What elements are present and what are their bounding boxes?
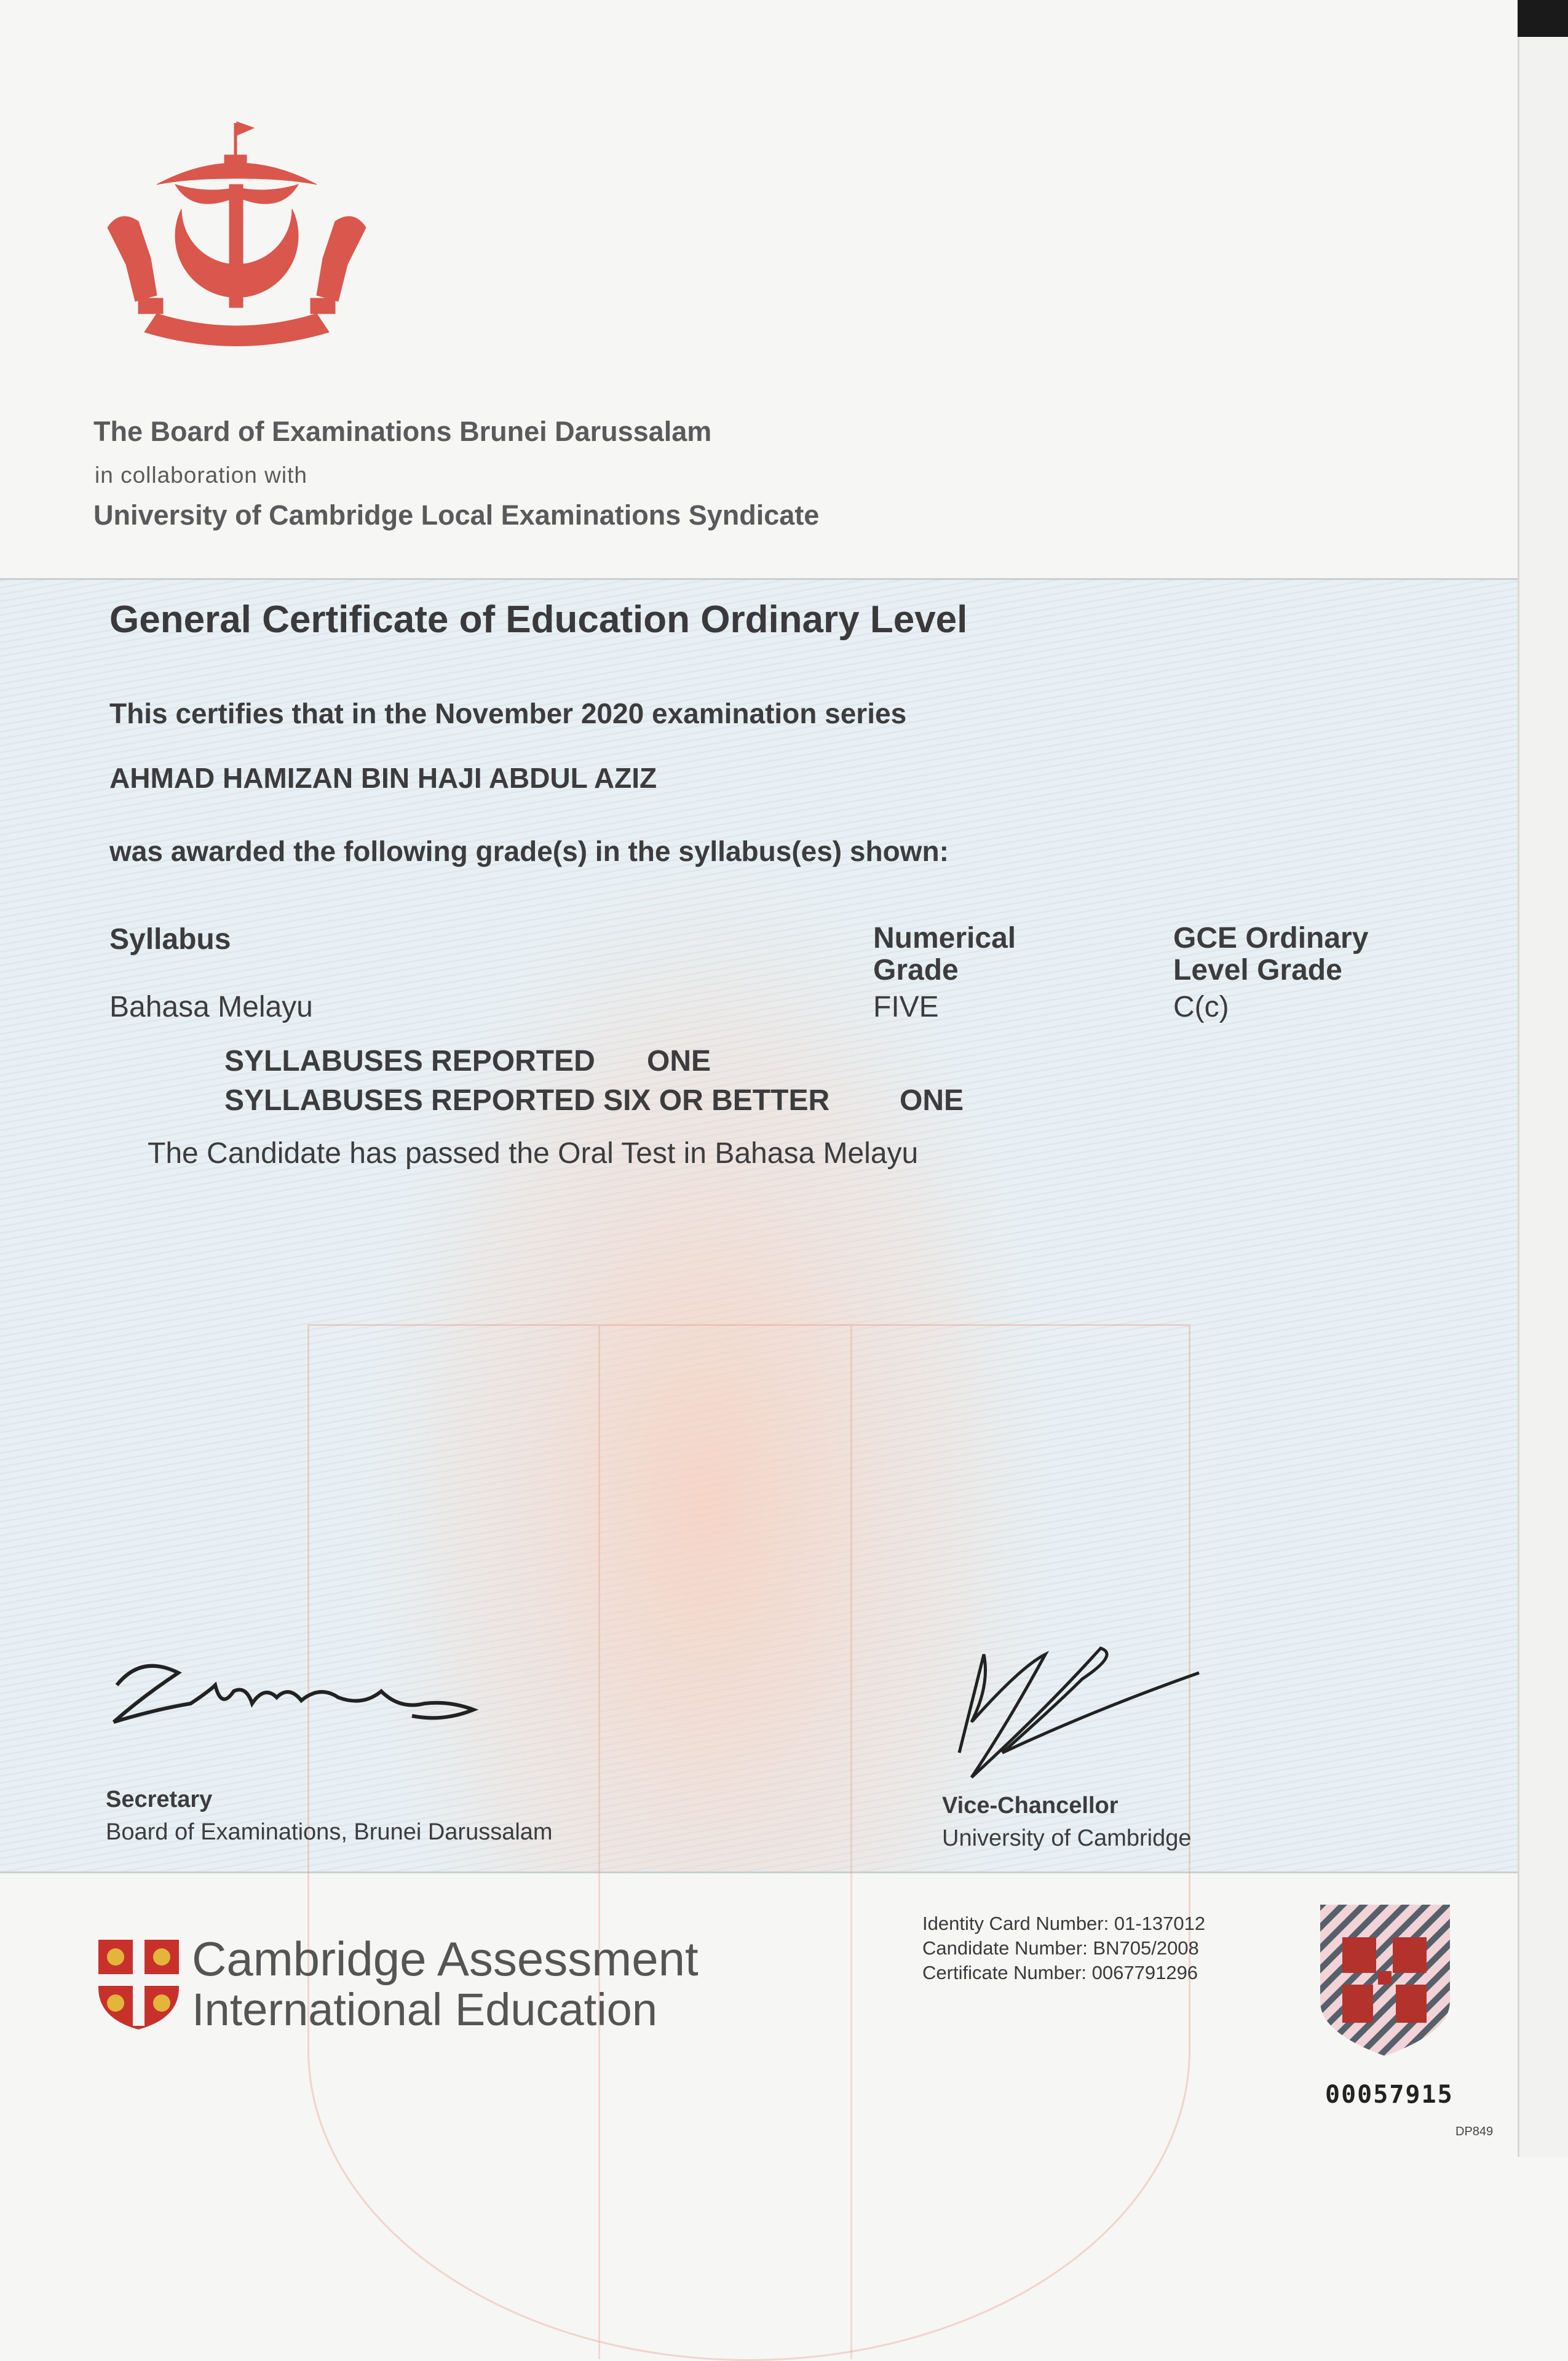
vice-chancellor-organization: University of Cambridge [942,1825,1192,1851]
hologram-shield-icon [1319,1903,1451,2057]
certifies-text: This certifies that in the November 2020 examination series [109,697,907,729]
brunei-emblem-icon [101,117,372,366]
gce-grade: C(c) [1173,991,1229,1023]
cambridge-shield-logo-icon [97,1938,180,2031]
awarded-text: was awarded the following grade(s) in the syllabus(es) shown: [109,835,949,867]
secretary-organization: Board of Examinations, Brunei Darussalam [106,1819,553,1845]
page-edge [1518,0,1568,2157]
column-header-syllabus: Syllabus [109,923,231,956]
identity-card-number: Identity Card Number: 01-137012 [922,1913,1206,1934]
oral-test-note: The Candidate has passed the Oral Test in Bahasa Melayu [148,1137,919,1170]
secretary-signature [105,1648,486,1734]
logo-line-1: Cambridge Assessment [192,1932,699,1986]
syllabuses-reported-label: SYLLABUSES REPORTED [224,1045,595,1077]
logo-line-2: International Education [192,1984,657,2035]
secretary-title: Secretary [106,1787,213,1812]
column-header-gce-grade: GCE Ordinary Level Grade [1173,922,1369,986]
vice-chancellor-signature [935,1630,1211,1784]
university-name: University of Cambridge Local Examinations Syndicate [93,499,820,531]
scan-corner [1518,0,1568,37]
candidate-number: Candidate Number: BN705/2008 [922,1937,1199,1959]
board-name: The Board of Examinations Brunei Darussalam [93,416,712,447]
certificate-title: General Certificate of Education Ordinary Level [109,598,968,641]
vice-chancellor-title: Vice-Chancellor [942,1793,1119,1819]
six-or-better-value: ONE [900,1084,964,1117]
syllabus-name: Bahasa Melayu [109,991,313,1023]
certificate-number: Certificate Number: 0067791296 [922,1962,1198,1983]
six-or-better-label: SYLLABUSES REPORTED SIX OR BETTER [224,1084,830,1117]
serial-number: 00057915 [1325,2081,1454,2109]
numerical-grade: FIVE [873,991,939,1023]
form-code: DP849 [1455,2125,1494,2138]
candidate-name: AHMAD HAMIZAN BIN HAJI ABDUL AZIZ [109,762,657,794]
column-header-numerical-grade: Numerical Grade [873,922,1016,986]
collaboration-text: in collaboration with [95,462,307,488]
syllabuses-reported-value: ONE [647,1045,711,1077]
